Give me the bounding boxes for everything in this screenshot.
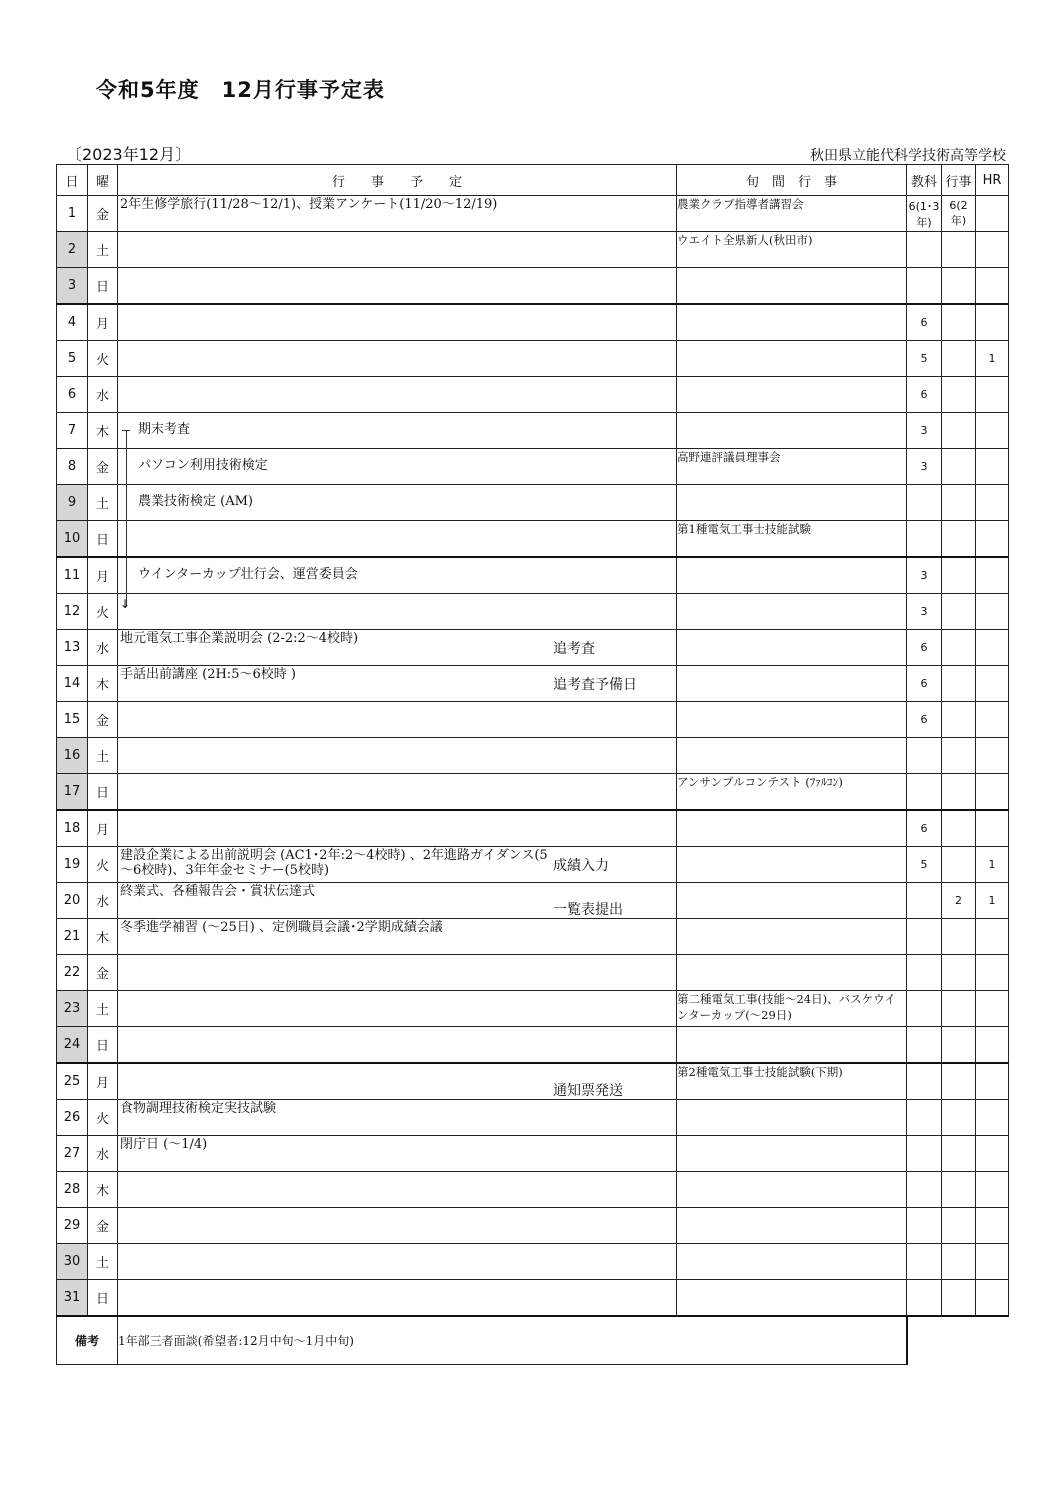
hr-count	[976, 232, 1009, 268]
kyoka-count: 3	[907, 557, 942, 594]
event-side-note: 一覧表提出	[553, 902, 623, 918]
hr-count	[976, 1244, 1009, 1280]
event-side-note: 追考査予備日	[553, 677, 637, 693]
event-text: 食物調理技術検定実技試験	[120, 1101, 277, 1116]
header-day: 日	[57, 165, 88, 196]
table-row	[57, 521, 1009, 558]
remarks-text: 1年部三者面談(希望者:12月中旬～1月中旬)	[118, 1316, 907, 1365]
gyoji-count	[942, 666, 976, 702]
event-cell	[118, 1172, 677, 1208]
table-row	[57, 304, 1009, 341]
event-cell	[118, 1136, 677, 1172]
junkan-event	[677, 1280, 907, 1317]
gyoji-count	[942, 702, 976, 738]
day-number: 23	[57, 991, 88, 1027]
junkan-event: アンサンブルコンテスト (ﾌｧﾙｺﾝ)	[677, 774, 907, 811]
weekday: 金	[88, 449, 118, 485]
school-name: 秋田県立能代科学技術高等学校	[810, 148, 1006, 164]
junkan-event	[677, 1100, 907, 1136]
junkan-event	[677, 485, 907, 521]
gyoji-count	[942, 738, 976, 774]
event-cell	[118, 1027, 677, 1064]
table-row	[57, 702, 1009, 738]
gyoji-count	[942, 630, 976, 666]
event-cell	[118, 702, 677, 738]
table-row	[57, 630, 1009, 666]
event-text: パソコン利用技術検定	[138, 458, 268, 473]
hr-count	[976, 1063, 1009, 1100]
weekday: 木	[88, 919, 118, 955]
header-hr: HR	[976, 165, 1009, 196]
day-number: 18	[57, 810, 88, 847]
table-row	[57, 919, 1009, 955]
day-number: 24	[57, 1027, 88, 1064]
day-number: 10	[57, 521, 88, 558]
hr-count	[976, 485, 1009, 521]
junkan-event	[677, 1136, 907, 1172]
junkan-event	[677, 702, 907, 738]
kyoka-count	[907, 1100, 942, 1136]
day-number: 25	[57, 1063, 88, 1100]
table-row	[57, 232, 1009, 268]
event-text: ウインターカップ壮行会、運営委員会	[138, 567, 358, 582]
kyoka-count	[907, 1244, 942, 1280]
weekday: 月	[88, 1063, 118, 1100]
hr-count	[976, 1208, 1009, 1244]
event-cell	[118, 377, 677, 413]
junkan-event	[677, 268, 907, 305]
weekday: 水	[88, 377, 118, 413]
weekday: 火	[88, 341, 118, 377]
kyoka-count	[907, 1280, 942, 1317]
table-row	[57, 847, 1009, 883]
kyoka-count: 6	[907, 304, 942, 341]
kyoka-count: 6	[907, 377, 942, 413]
hr-count	[976, 196, 1009, 232]
hr-count	[976, 1172, 1009, 1208]
kyoka-count	[907, 991, 942, 1027]
day-number: 6	[57, 377, 88, 413]
day-number: 16	[57, 738, 88, 774]
junkan-event	[677, 1208, 907, 1244]
kyoka-count: 5	[907, 341, 942, 377]
weekday: 土	[88, 232, 118, 268]
header-kyoka: 教科	[907, 165, 942, 196]
hr-count: 1	[976, 847, 1009, 883]
event-cell	[118, 847, 677, 883]
kyoka-count: 6(1･3年)	[907, 196, 942, 232]
event-cell	[118, 1244, 677, 1280]
day-number: 27	[57, 1136, 88, 1172]
day-number: 30	[57, 1244, 88, 1280]
kyoka-count	[907, 1208, 942, 1244]
event-cell	[118, 1208, 677, 1244]
gyoji-count	[942, 1027, 976, 1064]
event-cell	[118, 268, 677, 305]
gyoji-count: 6(2年)	[942, 196, 976, 232]
table-row	[57, 955, 1009, 991]
junkan-event: 第2種電気工事士技能試験(下期)	[677, 1063, 907, 1100]
hr-count	[976, 1100, 1009, 1136]
junkan-event: 高野連評議員理事会	[677, 449, 907, 485]
day-number: 22	[57, 955, 88, 991]
junkan-event	[677, 1027, 907, 1064]
gyoji-count	[942, 304, 976, 341]
weekday: 日	[88, 268, 118, 305]
event-cell	[118, 557, 677, 594]
hr-count	[976, 991, 1009, 1027]
gyoji-count	[942, 594, 976, 630]
event-cell	[118, 883, 677, 919]
day-number: 17	[57, 774, 88, 811]
table-row	[57, 485, 1009, 521]
gyoji-count	[942, 1172, 976, 1208]
junkan-event	[677, 883, 907, 919]
weekday: 木	[88, 413, 118, 449]
junkan-event	[677, 810, 907, 847]
kyoka-count: 6	[907, 666, 942, 702]
weekday: 日	[88, 1280, 118, 1317]
month-label: 〔2023年12月〕	[66, 145, 192, 164]
junkan-event	[677, 666, 907, 702]
weekday: 水	[88, 630, 118, 666]
day-number: 12	[57, 594, 88, 630]
hr-count	[976, 449, 1009, 485]
table-row	[57, 1100, 1009, 1136]
kyoka-count: 5	[907, 847, 942, 883]
gyoji-count	[942, 232, 976, 268]
header-weekday: 曜	[88, 165, 118, 196]
kyoka-count: 6	[907, 630, 942, 666]
hr-count	[976, 702, 1009, 738]
day-number: 3	[57, 268, 88, 305]
day-number: 15	[57, 702, 88, 738]
hr-count	[976, 919, 1009, 955]
header-events: 行 事 予 定	[118, 165, 677, 196]
event-text: 手話出前講座 (2H:5～6校時 )	[120, 667, 296, 682]
table-row	[57, 774, 1009, 811]
hr-count: 1	[976, 341, 1009, 377]
weekday: 金	[88, 1208, 118, 1244]
gyoji-count	[942, 1100, 976, 1136]
hr-count	[976, 304, 1009, 341]
kyoka-count	[907, 955, 942, 991]
event-side-note: 通知票発送	[553, 1083, 623, 1099]
junkan-event	[677, 557, 907, 594]
event-cell	[118, 810, 677, 847]
gyoji-count	[942, 485, 976, 521]
day-number: 31	[57, 1280, 88, 1317]
table-row	[57, 1136, 1009, 1172]
junkan-event	[677, 738, 907, 774]
hr-count: 1	[976, 883, 1009, 919]
hr-count	[976, 521, 1009, 558]
hr-count	[976, 810, 1009, 847]
schedule-table	[56, 164, 1009, 1365]
kyoka-count	[907, 1136, 942, 1172]
weekday: 火	[88, 594, 118, 630]
hr-count	[976, 1280, 1009, 1317]
gyoji-count	[942, 377, 976, 413]
gyoji-count	[942, 341, 976, 377]
weekday: 火	[88, 847, 118, 883]
hr-count	[976, 774, 1009, 811]
weekday: 日	[88, 774, 118, 811]
kyoka-count: 3	[907, 413, 942, 449]
hr-count	[976, 268, 1009, 305]
hr-count	[976, 1136, 1009, 1172]
weekday: 月	[88, 557, 118, 594]
event-text: 冬季進学補習 (～25日) 、定例職員会議･2学期成績会議	[120, 920, 443, 935]
hr-count	[976, 557, 1009, 594]
table-row	[57, 810, 1009, 847]
event-text: 2年生修学旅行(11/28～12/1)、授業アンケート(11/20～12/19)	[120, 197, 498, 212]
event-cell	[118, 449, 677, 485]
gyoji-count	[942, 268, 976, 305]
kyoka-count	[907, 774, 942, 811]
day-number: 19	[57, 847, 88, 883]
gyoji-count	[942, 413, 976, 449]
gyoji-count	[942, 810, 976, 847]
weekday: 金	[88, 955, 118, 991]
gyoji-count	[942, 1208, 976, 1244]
day-number: 4	[57, 304, 88, 341]
day-number: 11	[57, 557, 88, 594]
junkan-event	[677, 955, 907, 991]
event-cell	[118, 630, 677, 666]
hr-count	[976, 594, 1009, 630]
weekday: 金	[88, 196, 118, 232]
event-cell	[118, 738, 677, 774]
header-junkan: 旬 間 行 事	[677, 165, 907, 196]
gyoji-count	[942, 557, 976, 594]
event-cell	[118, 413, 677, 449]
gyoji-count	[942, 847, 976, 883]
event-cell	[118, 521, 677, 558]
gyoji-count	[942, 1244, 976, 1280]
event-text: 地元電気工事企業説明会 (2-2:2～4校時)	[120, 631, 359, 646]
remarks-empty	[907, 1316, 1009, 1365]
event-cell	[118, 666, 677, 702]
weekday: 日	[88, 1027, 118, 1064]
weekday: 水	[88, 883, 118, 919]
event-text: 農業技術検定 (AM)	[138, 494, 253, 509]
event-cell	[118, 304, 677, 341]
kyoka-count: 6	[907, 810, 942, 847]
junkan-event	[677, 341, 907, 377]
event-text: 建設企業による出前説明会 (AC1･2年:2～4校時) 、2年進路ガイダンス(5～6校時)、3年年金セミナー(5校時)	[120, 848, 548, 878]
kyoka-count	[907, 919, 942, 955]
event-cell	[118, 774, 677, 811]
day-number: 5	[57, 341, 88, 377]
table-row	[57, 413, 1009, 449]
event-cell	[118, 196, 677, 232]
kyoka-count	[907, 232, 942, 268]
event-cell	[118, 485, 677, 521]
table-row	[57, 1244, 1009, 1280]
junkan-event	[677, 630, 907, 666]
event-cell	[118, 991, 677, 1027]
junkan-event: 第二種電気工事(技能～24日)、バスケウインターカップ(～29日)	[677, 991, 907, 1027]
event-side-note: 成績入力	[553, 858, 609, 874]
day-number: 29	[57, 1208, 88, 1244]
hr-count	[976, 738, 1009, 774]
table-row	[57, 341, 1009, 377]
page-title: 令和5年度 12月行事予定表	[96, 78, 385, 102]
junkan-event	[677, 377, 907, 413]
table-row	[57, 666, 1009, 702]
weekday: 月	[88, 810, 118, 847]
gyoji-count: 2	[942, 883, 976, 919]
table-row	[57, 1172, 1009, 1208]
day-number: 1	[57, 196, 88, 232]
day-number: 28	[57, 1172, 88, 1208]
kyoka-count	[907, 1172, 942, 1208]
day-number: 21	[57, 919, 88, 955]
weekday: 水	[88, 1136, 118, 1172]
day-number: 9	[57, 485, 88, 521]
table-row	[57, 377, 1009, 413]
gyoji-count	[942, 991, 976, 1027]
gyoji-count	[942, 919, 976, 955]
junkan-event	[677, 413, 907, 449]
table-row	[57, 1280, 1009, 1317]
weekday: 火	[88, 1100, 118, 1136]
table-row	[57, 1208, 1009, 1244]
header-gyoji: 行事	[942, 165, 976, 196]
day-number: 13	[57, 630, 88, 666]
junkan-event	[677, 847, 907, 883]
kyoka-count	[907, 521, 942, 558]
day-number: 14	[57, 666, 88, 702]
event-cell	[118, 1100, 677, 1136]
event-text: 期末考査	[138, 422, 191, 437]
table-row	[57, 594, 1009, 630]
kyoka-count: 3	[907, 594, 942, 630]
table-row	[57, 196, 1009, 232]
hr-count	[976, 1027, 1009, 1064]
hr-count	[976, 955, 1009, 991]
junkan-event	[677, 1172, 907, 1208]
table-row	[57, 738, 1009, 774]
hr-count	[976, 413, 1009, 449]
event-cell	[118, 1063, 677, 1100]
event-cell	[118, 955, 677, 991]
event-cell	[118, 341, 677, 377]
day-number: 20	[57, 883, 88, 919]
table-row	[57, 1027, 1009, 1064]
remarks-label: 備考	[57, 1316, 118, 1365]
day-number: 26	[57, 1100, 88, 1136]
day-number: 8	[57, 449, 88, 485]
kyoka-count	[907, 1027, 942, 1064]
gyoji-count	[942, 774, 976, 811]
weekday: 土	[88, 991, 118, 1027]
table-row	[57, 557, 1009, 594]
kyoka-count	[907, 738, 942, 774]
hr-count	[976, 666, 1009, 702]
hr-count	[976, 630, 1009, 666]
junkan-event	[677, 304, 907, 341]
table-row	[57, 268, 1009, 305]
event-text: 終業式、各種報告会・賞状伝達式	[120, 884, 316, 899]
junkan-event	[677, 919, 907, 955]
event-cell	[118, 594, 677, 630]
weekday: 土	[88, 485, 118, 521]
table-row	[57, 883, 1009, 919]
weekday: 土	[88, 1244, 118, 1280]
junkan-event	[677, 594, 907, 630]
header-row	[57, 165, 1009, 196]
junkan-event: ウエイト全県新人(秋田市)	[677, 232, 907, 268]
remarks-row	[57, 1316, 1009, 1365]
weekday: 日	[88, 521, 118, 558]
weekday: 木	[88, 1172, 118, 1208]
kyoka-count	[907, 485, 942, 521]
weekday: 木	[88, 666, 118, 702]
table-row	[57, 449, 1009, 485]
event-cell	[118, 1280, 677, 1317]
gyoji-count	[942, 1063, 976, 1100]
event-text: 閉庁日 (～1/4)	[120, 1137, 208, 1152]
gyoji-count	[942, 449, 976, 485]
kyoka-count	[907, 1063, 942, 1100]
event-cell	[118, 232, 677, 268]
table-row	[57, 991, 1009, 1027]
gyoji-count	[942, 1136, 976, 1172]
weekday: 金	[88, 702, 118, 738]
weekday: 土	[88, 738, 118, 774]
junkan-event: 農業クラブ指導者講習会	[677, 196, 907, 232]
kyoka-count	[907, 883, 942, 919]
table-row	[57, 1063, 1009, 1100]
gyoji-count	[942, 1280, 976, 1317]
hr-count	[976, 377, 1009, 413]
weekday: 月	[88, 304, 118, 341]
exam-period-arrow-line	[126, 430, 127, 606]
kyoka-count	[907, 268, 942, 305]
day-number: 2	[57, 232, 88, 268]
junkan-event: 第1種電気工事士技能試験	[677, 521, 907, 558]
day-number: 7	[57, 413, 88, 449]
gyoji-count	[942, 521, 976, 558]
junkan-event	[677, 1244, 907, 1280]
kyoka-count: 6	[907, 702, 942, 738]
gyoji-count	[942, 955, 976, 991]
arrow-down-icon: ↓	[120, 597, 131, 611]
kyoka-count: 3	[907, 449, 942, 485]
event-side-note: 追考査	[553, 641, 595, 657]
event-cell	[118, 919, 677, 955]
